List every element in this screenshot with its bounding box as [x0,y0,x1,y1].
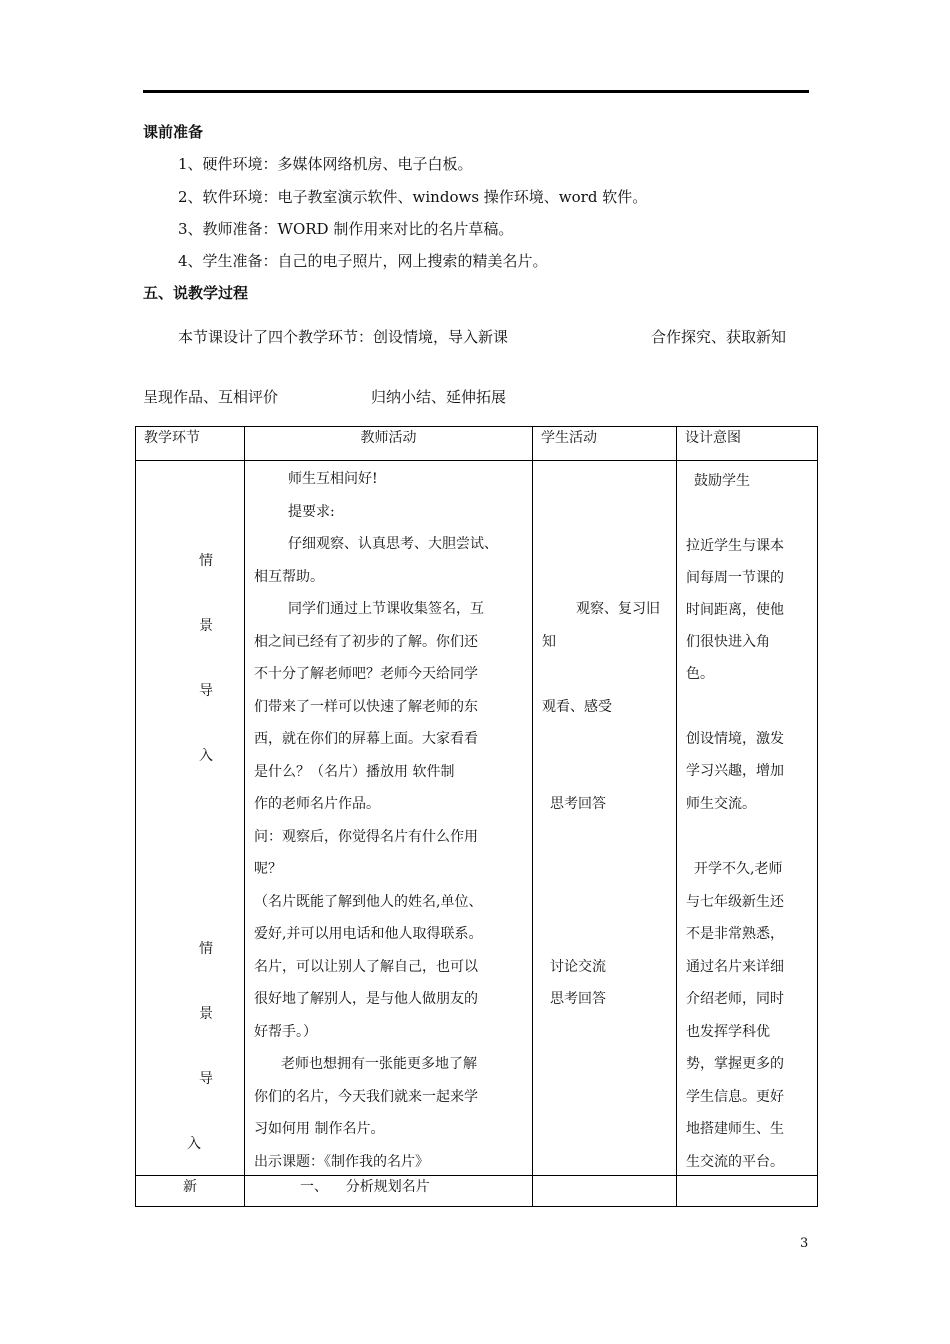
student-line: 知 [542,634,556,650]
teacher-line: 仔细观察、认真思考、大胆尝试、 [288,536,498,552]
design-line: 间每周一节课的 [686,570,784,586]
section5-heading: 五、说教学过程 [143,284,249,302]
design-line: 们很快进入角 [686,634,770,650]
teacher-line: 名片，可以让别人了解自己，也可以 [254,959,478,975]
design-line: 势，掌握更多的 [686,1056,784,1072]
header-rule [143,90,809,93]
design-line: 学习兴趣，增加 [686,763,784,779]
design-cell [677,461,818,1176]
header-cell [136,427,245,461]
intro-part3: 呈现作品、互相评价 [143,388,279,406]
header-cell [245,427,533,461]
design-line: 开学不久,老师 [694,861,783,877]
design-line: 不是非常熟悉， [686,926,784,942]
design-line: 鼓励学生 [694,473,750,489]
stage-char: 情 [199,553,213,569]
student-line: 观看、感受 [542,699,612,715]
intro-part2: 合作探究、获取新知 [651,328,787,346]
student-line: 观察、复习旧 [576,601,660,617]
design-line: 与七年级新生还 [686,894,784,910]
stage-char: 导 [199,1071,213,1087]
intro-part1: 本节课设计了四个教学环节：创设情境，导入新课 [178,328,509,346]
teacher-line: 呢？ [254,861,282,877]
stage-char: 景 [199,618,213,634]
lesson-table [135,426,818,1207]
teacher-cell [245,461,533,1176]
stage-char: 景 [199,1006,213,1022]
prep-item-1: 1、硬件环境：多媒体网络机房、电子白板。 [178,155,473,173]
design-line: 介绍老师，同时 [686,991,784,1007]
design-line: 地搭建师生、生 [686,1121,784,1137]
header-student: 学生活动 [541,430,597,446]
prep-item-3: 3、教师准备：WORD 制作用来对比的名片草稿。 [178,220,514,238]
student-line: 讨论交流 [550,959,606,975]
stage-cell [136,461,245,1176]
design-line: 通过名片来详细 [686,959,784,975]
table-row [136,1176,818,1207]
teacher-line: 西，就在你们的屏幕上面。大家看看 [254,731,478,747]
design-line: 师生交流。 [686,796,756,812]
design-line: 生交流的平台。 [686,1154,784,1170]
table-row [136,461,818,1176]
teacher-line: 好帮手。） [254,1024,317,1040]
teacher-line: 相之间已经有了初步的了解。你们还 [254,634,478,650]
teacher-line: 习如何用 制作名片。 [254,1121,385,1137]
last-stage-cell: 新 [136,1176,245,1207]
prep-item-2: 2、软件环境：电子教室演示软件、windows 操作环境、word 软件。 [178,188,648,206]
teacher-line: 你们的名片，今天我们就来一起来学 [254,1089,478,1105]
teacher-line: 出示课题：《制作我的名片》 [254,1154,429,1170]
student-cell [533,461,677,1176]
teacher-line: 不十分了解老师吧？老师今天给同学 [254,666,478,682]
student-line: 思考回答 [550,796,606,812]
stage-char: 导 [199,683,213,699]
page-number: 3 [800,1236,809,1251]
design-line: 也发挥学科优 [686,1024,770,1040]
design-line: 拉近学生与课本 [686,538,784,554]
header-design: 设计意图 [685,430,741,446]
header-cell [533,427,677,461]
teacher-line: 是什么？（名片）播放用 软件制 [254,764,455,780]
teacher-line: 们带来了一样可以快速了解老师的东 [254,699,478,715]
design-line: 时间距离，使他 [686,602,784,618]
student-line: 思考回答 [550,991,606,1007]
stage-char: 入 [199,748,213,764]
last-design-cell [677,1176,818,1207]
last-teacher-cell: 一、 分析规划名片 [245,1176,533,1207]
header-teacher: 教师活动 [360,430,417,446]
teacher-line: 相互帮助。 [254,569,324,585]
teacher-line: 很好地了解别人，是与他人做朋友的 [254,991,478,1007]
teacher-line: 作的老师名片作品。 [254,796,380,812]
teacher-line: 同学们通过上节课收集签名，互 [288,601,484,617]
teacher-line: （名片既能了解到他人的姓名,单位、 [254,894,483,910]
prep-heading: 课前准备 [143,123,204,141]
design-line: 创设情境，激发 [686,731,784,747]
teacher-line: 问：观察后，你觉得名片有什么作用 [254,829,478,845]
teacher-line: 老师也想拥有一张能更多地了解 [281,1056,477,1072]
design-line: 学生信息。更好 [686,1089,784,1105]
teacher-line: 爱好,并可以用电话和他人取得联系。 [254,926,483,942]
header-cell [677,427,818,461]
teacher-line: 提要求: [288,504,335,520]
teacher-line: 师生互相问好! [288,471,378,487]
design-line: 色。 [686,666,714,682]
prep-item-4: 4、学生准备：自己的电子照片，网上搜索的精美名片。 [178,252,548,270]
last-student-cell [533,1176,677,1207]
stage-char: 情 [199,941,213,957]
table-header-row [136,427,818,461]
stage-char: 入 [187,1136,201,1152]
header-stage: 教学环节 [144,430,200,446]
intro-part4: 归纳小结、延伸拓展 [371,388,507,406]
